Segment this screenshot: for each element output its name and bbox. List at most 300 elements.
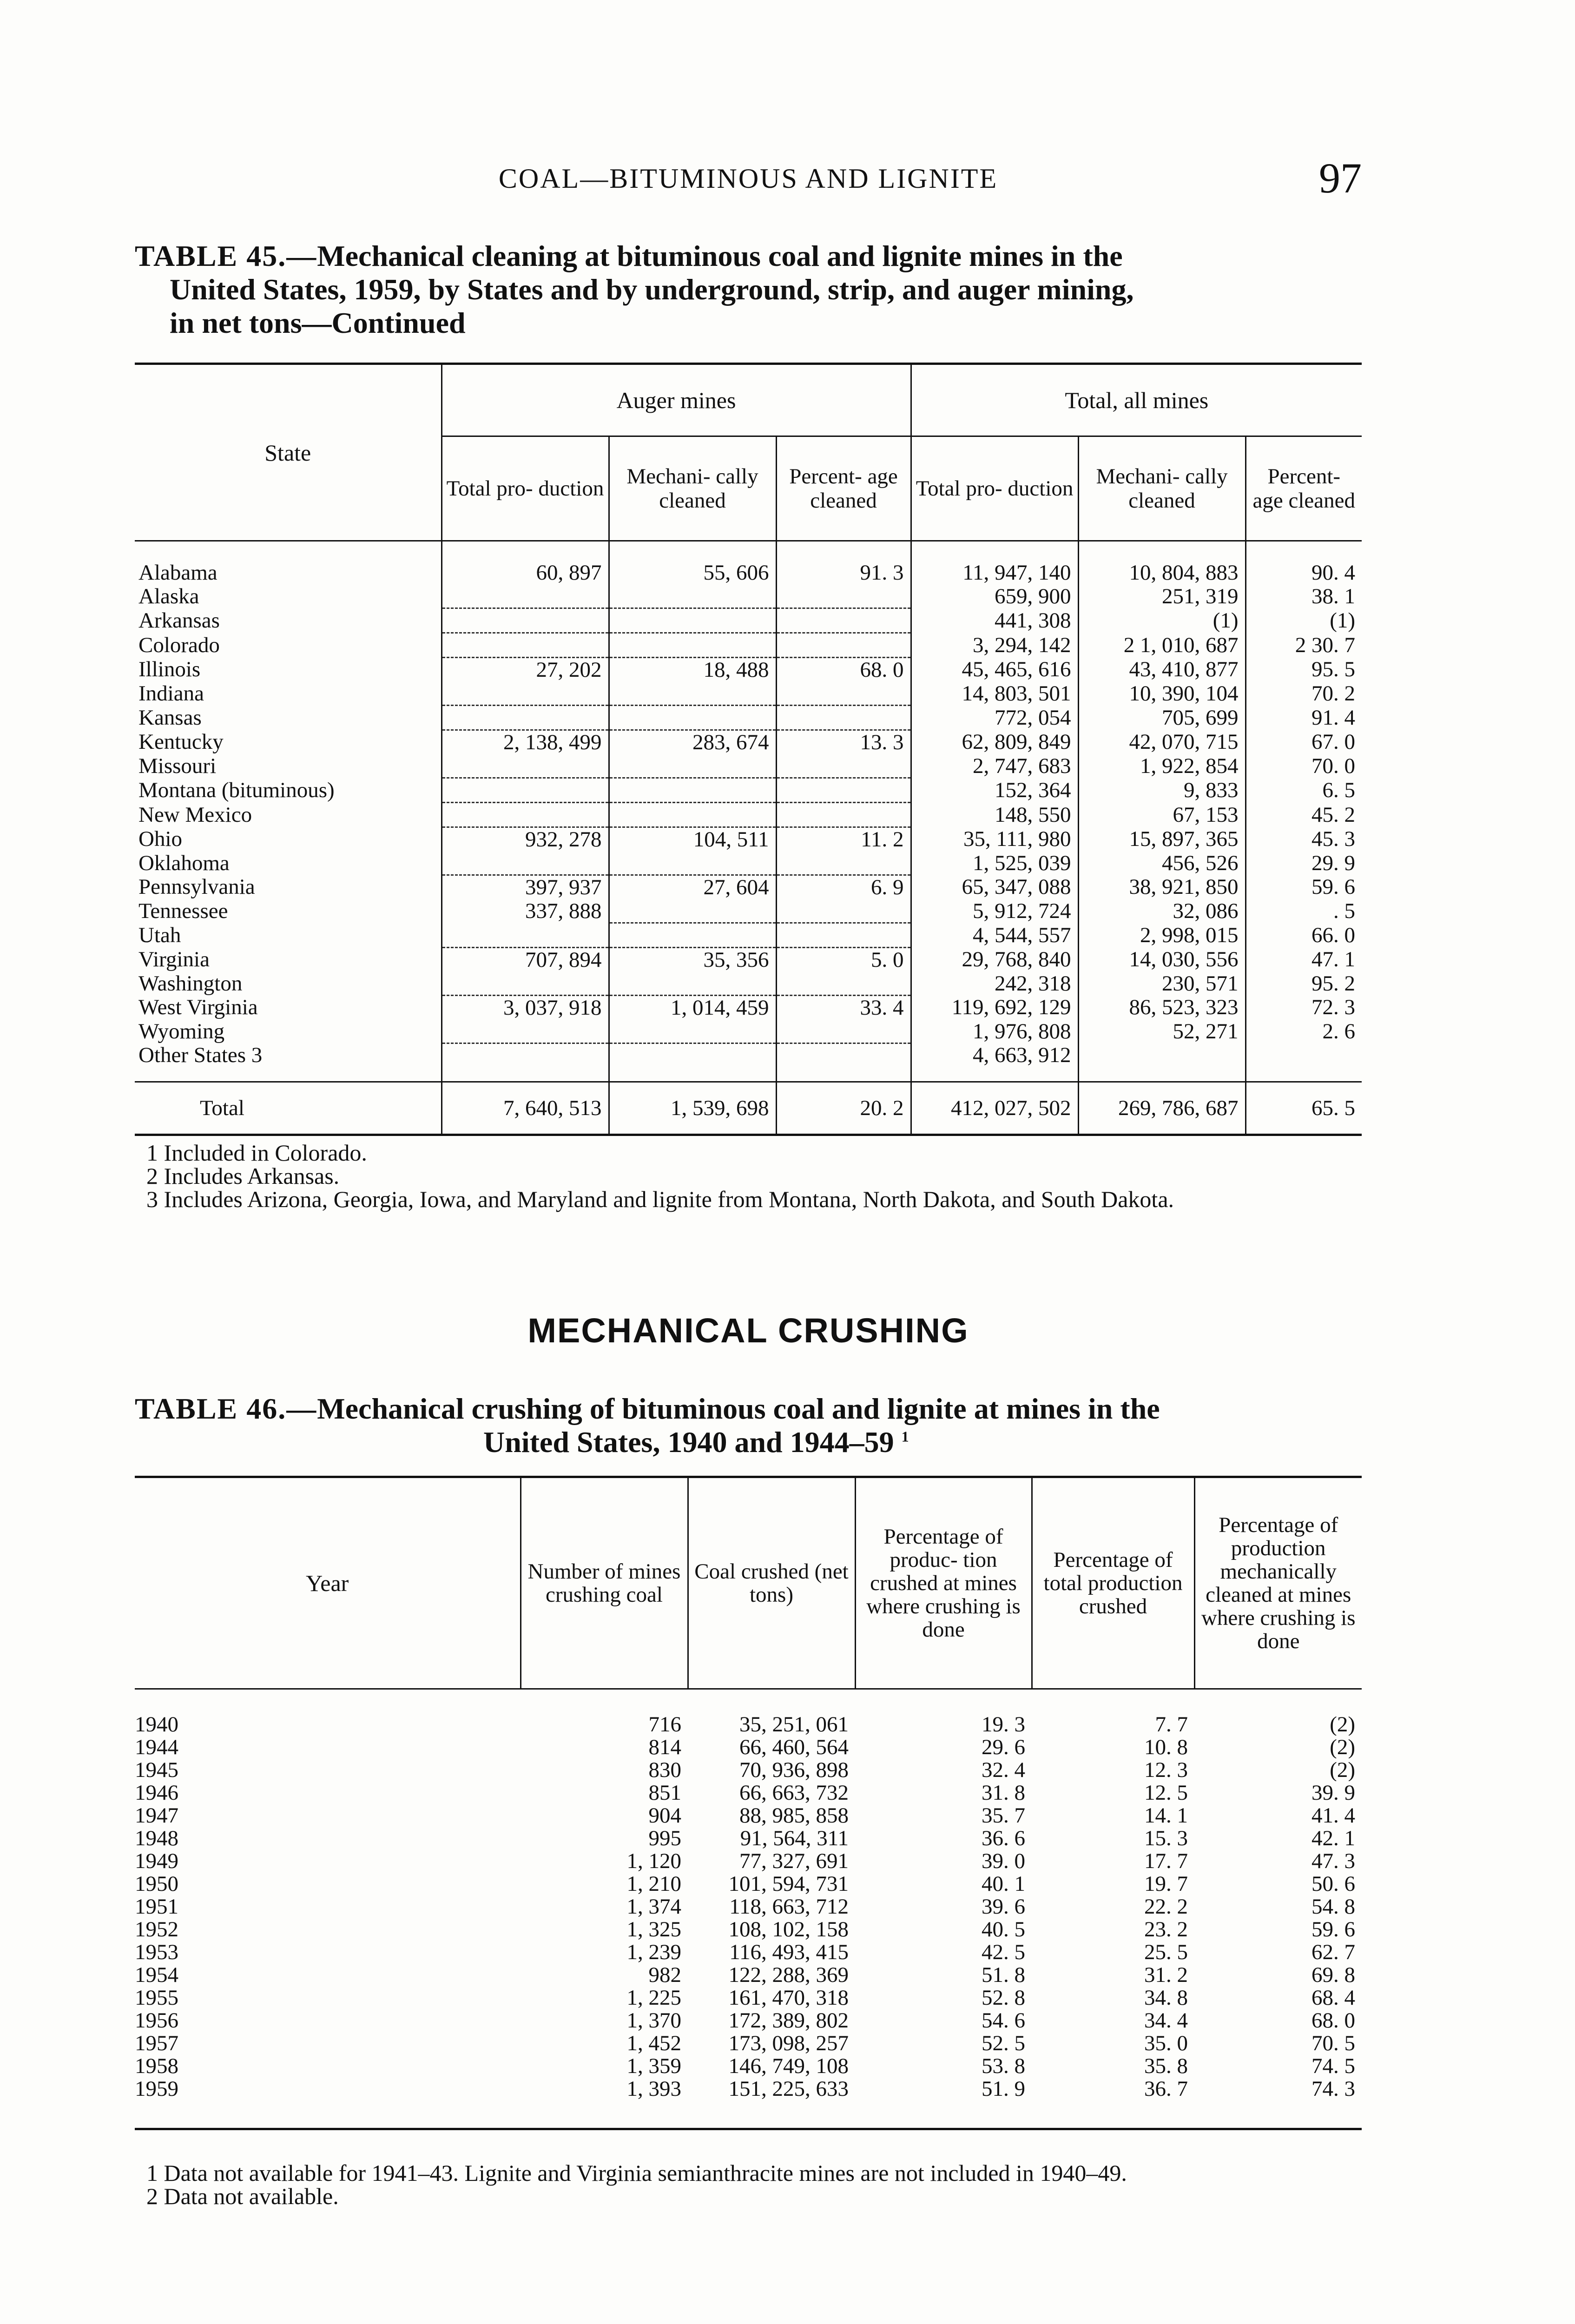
table-row [135, 851, 1362, 875]
mines-cell: 1, 359 [626, 2054, 681, 2077]
total-cleaned: 15, 897, 365 [1078, 827, 1246, 852]
total-cleaned: 2 1, 010, 687 [1078, 633, 1246, 658]
mines-cell: 1, 210 [626, 1872, 681, 1895]
page-number: 97 [1319, 154, 1362, 202]
pct-total-cell: 23. 2 [1144, 1918, 1188, 1941]
table-row [135, 1689, 1362, 1736]
total-cleaned: 43, 410, 877 [1078, 658, 1246, 682]
running-title: COAL—BITUMINOUS AND LIGNITE [498, 163, 998, 194]
total-percentage: 38. 1 [1246, 584, 1362, 608]
auger-cleaned [609, 851, 776, 875]
table-row [135, 1986, 1362, 2009]
auger-production [442, 1043, 609, 1082]
table-row [135, 2077, 1362, 2129]
table-row [135, 541, 1362, 585]
auger-production: 397, 937 [442, 875, 609, 899]
auger-production [442, 803, 609, 827]
table45-total-row [135, 1082, 1362, 1135]
crushed-cell: 88, 985, 858 [739, 1804, 849, 1827]
total-cleaned: 86, 523, 323 [1078, 996, 1246, 1020]
auger-cleaned: 18, 488 [609, 658, 776, 682]
auger-cleaned [609, 923, 776, 948]
auger-cleaned [609, 706, 776, 730]
state-name: Tennessee [138, 899, 228, 923]
total-all-production: 412, 027, 502 [911, 1082, 1078, 1135]
year-cell: 1945 [135, 1758, 178, 1781]
crushed-cell: 116, 493, 415 [729, 1941, 849, 1963]
year-cell: 1958 [135, 2054, 178, 2077]
total-cleaned: 38, 921, 850 [1078, 875, 1246, 899]
mines-cell: 904 [648, 1804, 681, 1827]
pct-cleaned-cell: 70. 5 [1311, 2032, 1355, 2054]
pct-mines-cell: 40. 1 [982, 1872, 1025, 1895]
table-row [135, 658, 1362, 682]
auger-percentage: 68. 0 [776, 658, 911, 682]
total-production: 1, 525, 039 [911, 851, 1078, 875]
auger-production [442, 923, 609, 948]
running-head [135, 153, 1362, 205]
crushed-cell: 77, 327, 691 [739, 1849, 849, 1872]
auger-production: 932, 278 [442, 827, 609, 852]
year-cell: 1951 [135, 1895, 178, 1918]
table-row [135, 754, 1362, 778]
auger-percentage: 91. 3 [776, 541, 911, 585]
auger-production: 337, 888 [442, 899, 609, 923]
total-percentage: 6. 5 [1246, 778, 1362, 803]
total-mechanically-cleaned-header: Mechani- cally cleaned [1078, 436, 1246, 541]
total-cleaned: (1) [1078, 608, 1246, 633]
auger-production [442, 584, 609, 608]
total-label: Total [135, 1082, 442, 1135]
mines-crushing-header: Number of mines crushing coal [521, 1477, 688, 1689]
state-name: Montana (bituminous) [138, 778, 335, 802]
table-row [135, 827, 1362, 852]
crushed-cell: 70, 936, 898 [739, 1758, 849, 1781]
pct-mines-cell: 52. 8 [982, 1986, 1025, 2009]
year-cell: 1955 [135, 1986, 178, 2009]
auger-percentage-cleaned-header: Percent- age cleaned [776, 436, 911, 541]
total-production: 152, 364 [911, 778, 1078, 803]
auger-cleaned [609, 633, 776, 658]
auger-percentage [776, 851, 911, 875]
table46-caption-line1: Mechanical crushing of bituminous coal and lignite at mines in the [317, 1392, 1160, 1425]
mines-cell: 995 [648, 1827, 681, 1849]
auger-cleaned [609, 681, 776, 706]
pct-mines-cell: 54. 6 [982, 2009, 1025, 2032]
auger-mines-header: Auger mines [442, 364, 911, 436]
pct-total-cell: 34. 4 [1144, 2009, 1188, 2032]
table-row [135, 899, 1362, 923]
auger-cleaned [609, 803, 776, 827]
state-name: Alaska [138, 584, 199, 608]
auger-percentage [776, 1043, 911, 1082]
total-production: 119, 692, 129 [911, 996, 1078, 1020]
auger-percentage: 13. 3 [776, 730, 911, 754]
table-row [135, 730, 1362, 754]
auger-percentage [776, 803, 911, 827]
pct-total-cell: 7. 7 [1155, 1712, 1188, 1736]
auger-cleaned [609, 608, 776, 633]
state-name: Utah [138, 923, 181, 947]
pct-cleaned-cell: (2) [1330, 1736, 1355, 1758]
table-row [135, 608, 1362, 633]
pct-mines-cell: 29. 6 [982, 1736, 1025, 1758]
state-name: New Mexico [138, 803, 252, 827]
table45-label: TABLE 45.— [135, 239, 317, 272]
pct-total-cell: 14. 1 [1144, 1804, 1188, 1827]
table-row [135, 778, 1362, 803]
total-production: 772, 054 [911, 706, 1078, 730]
footnote: 3 Includes Arizona, Georgia, Iowa, and Maryland and lignite from Montana, North Dakota, and South Dakota. [146, 1186, 1174, 1212]
pct-total-cell: 31. 2 [1144, 1963, 1188, 1986]
total-percentage-cleaned-header: Percent- age cleaned [1246, 436, 1362, 541]
total-percentage: 2 30. 7 [1246, 633, 1362, 658]
total-cleaned: 14, 030, 556 [1078, 948, 1246, 972]
total-production: 11, 947, 140 [911, 541, 1078, 585]
total-percentage: 2. 6 [1246, 1019, 1362, 1043]
mines-cell: 830 [648, 1758, 681, 1781]
total-production: 14, 803, 501 [911, 681, 1078, 706]
pct-cleaned-cell: 69. 8 [1311, 1963, 1355, 1986]
crushed-cell: 118, 663, 712 [729, 1895, 849, 1918]
section-heading: MECHANICAL CRUSHING [527, 1311, 969, 1350]
table45-caption-line2: United States, 1959, by States and by underground, strip, and auger mining, [170, 273, 1134, 306]
table46-body [135, 1689, 1362, 2129]
pct-total-cell: 12. 3 [1144, 1758, 1188, 1781]
total-percentage: 66. 0 [1246, 923, 1362, 948]
pct-cleaned-cell: 54. 8 [1311, 1895, 1355, 1918]
auger-percentage [776, 706, 911, 730]
auger-percentage [776, 584, 911, 608]
auger-production [442, 1019, 609, 1043]
total-production: 1, 976, 808 [911, 1019, 1078, 1043]
year-cell: 1946 [135, 1781, 178, 1804]
table-row [135, 1758, 1362, 1781]
auger-cleaned: 55, 606 [609, 541, 776, 585]
total-percentage: 72. 3 [1246, 996, 1362, 1020]
pct-cleaned-cell: 68. 4 [1311, 1986, 1355, 2009]
auger-cleaned [609, 1019, 776, 1043]
state-name: West Virginia [138, 995, 258, 1019]
pct-cleaned-cell: 42. 1 [1311, 1827, 1355, 1849]
total-cleaned: 705, 699 [1078, 706, 1246, 730]
auger-production [442, 633, 609, 658]
total-cleaned: 230, 571 [1078, 971, 1246, 996]
crushed-cell: 172, 389, 802 [728, 2009, 849, 2032]
auger-percentage [776, 1019, 911, 1043]
total-percentage [1246, 1043, 1362, 1082]
auger-percentage [776, 633, 911, 658]
auger-percentage [776, 778, 911, 803]
year-cell: 1959 [135, 2077, 178, 2101]
state-name: Pennsylvania [138, 875, 255, 899]
auger-percentage [776, 754, 911, 778]
mines-cell: 1, 374 [626, 1895, 681, 1918]
auger-percentage [776, 608, 911, 633]
total-cleaned: 456, 526 [1078, 851, 1246, 875]
pct-total-cell: 15. 3 [1144, 1827, 1188, 1849]
state-name: Alabama [138, 561, 217, 584]
mines-cell: 1, 225 [626, 1986, 681, 2009]
total-cleaned: 67, 153 [1078, 803, 1246, 827]
footnote: 1 Data not available for 1941–43. Lignite and Virginia semianthracite mines are not included in 1940–49. [146, 2160, 1127, 2186]
total-cleaned: 42, 070, 715 [1078, 730, 1246, 754]
total-percentage: 91. 4 [1246, 706, 1362, 730]
pct-cleaned-cell: 62. 7 [1311, 1941, 1355, 1963]
mines-cell: 982 [648, 1963, 681, 1986]
year-cell: 1949 [135, 1849, 178, 1872]
footnote: 2 Data not available. [146, 2183, 339, 2209]
table-row [135, 1895, 1362, 1918]
total-production: 45, 465, 616 [911, 658, 1078, 682]
auger-production [442, 706, 609, 730]
table-row [135, 1781, 1362, 1804]
table-row [135, 1043, 1362, 1082]
pct-total-cell: 10. 8 [1144, 1736, 1188, 1758]
auger-production [442, 754, 609, 778]
total-cleaned [1078, 1043, 1246, 1082]
total-percentage: 47. 1 [1246, 948, 1362, 972]
pct-total-cell: 12. 5 [1144, 1781, 1188, 1804]
pct-total-cell: 22. 2 [1144, 1895, 1188, 1918]
state-name: Virginia [138, 947, 210, 971]
crushed-cell: 108, 102, 158 [728, 1918, 849, 1941]
pct-total-crushed-header: Percentage of total production crushed [1032, 1477, 1194, 1689]
pct-cleaned-header: Percentage of production mechanically cleaned at mines where crushing is done [1194, 1477, 1362, 1689]
total-production: 148, 550 [911, 803, 1078, 827]
pct-mines-cell: 39. 0 [982, 1849, 1025, 1872]
total-percentage: 95. 2 [1246, 971, 1362, 996]
coal-crushed-header: Coal crushed (net tons) [688, 1477, 855, 1689]
total-percentage: 70. 0 [1246, 754, 1362, 778]
pct-mines-cell: 51. 9 [982, 2077, 1025, 2101]
auger-cleaned [609, 1043, 776, 1082]
table45-caption-line3: in net tons—Continued [170, 306, 466, 339]
mines-cell: 851 [648, 1781, 681, 1804]
total-cleaned: 10, 390, 104 [1078, 681, 1246, 706]
state-name: Ohio [138, 827, 182, 851]
total-production: 2, 747, 683 [911, 754, 1078, 778]
total-auger-cleaned: 1, 539, 698 [609, 1082, 776, 1135]
state-name: Oklahoma [138, 851, 230, 875]
pct-mines-cell: 32. 4 [982, 1758, 1025, 1781]
crushed-cell: 161, 470, 318 [728, 1986, 849, 2009]
crushed-cell: 66, 460, 564 [739, 1736, 849, 1758]
auger-cleaned [609, 584, 776, 608]
pct-cleaned-cell: (2) [1330, 1712, 1355, 1736]
table46-footnotes [135, 2161, 1362, 2208]
auger-cleaned [609, 778, 776, 803]
total-production: 35, 111, 980 [911, 827, 1078, 852]
pct-total-cell: 36. 7 [1144, 2077, 1188, 2101]
table-row [135, 1736, 1362, 1758]
year-header: Year [135, 1477, 521, 1689]
year-cell: 1957 [135, 2032, 178, 2054]
pct-cleaned-cell: 59. 6 [1311, 1918, 1355, 1941]
table45-caption-line1: Mechanical cleaning at bituminous coal and lignite mines in the [317, 239, 1123, 272]
total-auger-percentage: 20. 2 [776, 1082, 911, 1135]
auger-production [442, 851, 609, 875]
table46 [135, 1476, 1362, 2130]
year-cell: 1944 [135, 1736, 178, 1758]
table46-caption-line2: United States, 1940 and 1944–59 [483, 1426, 894, 1459]
total-production: 4, 663, 912 [911, 1043, 1078, 1082]
auger-production [442, 608, 609, 633]
pct-cleaned-cell: (2) [1330, 1758, 1355, 1781]
mines-cell: 1, 120 [626, 1849, 681, 1872]
auger-cleaned: 283, 674 [609, 730, 776, 754]
footnote: 1 Included in Colorado. [146, 1140, 367, 1166]
state-name: Wyoming [138, 1019, 225, 1043]
pct-cleaned-cell: 47. 3 [1311, 1849, 1355, 1872]
table-row [135, 2009, 1362, 2032]
total-percentage: 70. 2 [1246, 681, 1362, 706]
state-name: Kansas [138, 706, 202, 730]
total-production: 62, 809, 849 [911, 730, 1078, 754]
pct-crushed-at-mines-header: Percentage of produc- tion crushed at mines where crushing is done [855, 1477, 1032, 1689]
year-cell: 1952 [135, 1918, 178, 1941]
crushed-cell: 101, 594, 731 [728, 1872, 849, 1895]
pct-cleaned-cell: 39. 9 [1311, 1781, 1355, 1804]
year-cell: 1947 [135, 1804, 178, 1827]
auger-mechanically-cleaned-header: Mechani- cally cleaned [609, 436, 776, 541]
crushed-cell: 91, 564, 311 [740, 1827, 849, 1849]
table-row [135, 706, 1362, 730]
mines-cell: 716 [648, 1712, 681, 1736]
auger-cleaned [609, 971, 776, 996]
crushed-cell: 35, 251, 061 [739, 1712, 849, 1736]
pct-mines-cell: 40. 5 [982, 1918, 1025, 1941]
auger-cleaned: 35, 356 [609, 948, 776, 972]
state-name: Indiana [138, 681, 204, 706]
auger-cleaned: 1, 014, 459 [609, 996, 776, 1020]
crushed-cell: 151, 225, 633 [728, 2077, 849, 2101]
pct-cleaned-cell: 41. 4 [1311, 1804, 1355, 1827]
crushed-cell: 173, 098, 257 [728, 2032, 849, 2054]
total-percentage: 29. 9 [1246, 851, 1362, 875]
total-all-percentage: 65. 5 [1246, 1082, 1362, 1135]
auger-production: 60, 897 [442, 541, 609, 585]
total-percentage: . 5 [1246, 899, 1362, 923]
pct-mines-cell: 36. 6 [982, 1827, 1025, 1849]
total-cleaned: 9, 833 [1078, 778, 1246, 803]
auger-production: 2, 138, 499 [442, 730, 609, 754]
footnote: 2 Includes Arkansas. [146, 1163, 340, 1189]
table45-footnotes [135, 1141, 1362, 1211]
total-percentage: 45. 2 [1246, 803, 1362, 827]
pct-cleaned-cell: 74. 5 [1311, 2054, 1355, 2077]
total-cleaned: 251, 319 [1078, 584, 1246, 608]
total-production: 659, 900 [911, 584, 1078, 608]
table-row [135, 1963, 1362, 1986]
table45-caption [135, 239, 1362, 340]
total-production: 65, 347, 088 [911, 875, 1078, 899]
crushed-cell: 146, 749, 108 [728, 2054, 849, 2077]
table-row [135, 875, 1362, 899]
total-cleaned: 1, 922, 854 [1078, 754, 1246, 778]
state-name: Missouri [138, 754, 217, 778]
pct-cleaned-cell: 68. 0 [1311, 2009, 1355, 2032]
table-row [135, 1019, 1362, 1043]
state-name: Colorado [138, 633, 220, 657]
table-row [135, 996, 1362, 1020]
pct-total-cell: 35. 0 [1144, 2032, 1188, 2054]
total-cleaned: 10, 804, 883 [1078, 541, 1246, 585]
table-row [135, 1941, 1362, 1963]
total-cleaned: 2, 998, 015 [1078, 923, 1246, 948]
state-name: Kentucky [138, 730, 224, 754]
table-row [135, 803, 1362, 827]
state-name: Washington [138, 971, 243, 996]
total-all-cleaned: 269, 786, 687 [1078, 1082, 1246, 1135]
pct-total-cell: 35. 8 [1144, 2054, 1188, 2077]
table-row [135, 1849, 1362, 1872]
total-total-production-header: Total pro- duction [911, 436, 1078, 541]
mines-cell: 1, 393 [626, 2077, 681, 2101]
auger-cleaned: 27, 604 [609, 875, 776, 899]
table45 [135, 363, 1362, 1136]
total-all-mines-header: Total, all mines [911, 364, 1362, 436]
total-auger-production: 7, 640, 513 [442, 1082, 609, 1135]
table46-caption [135, 1392, 1362, 1459]
pct-mines-cell: 51. 8 [982, 1963, 1025, 1986]
total-production: 29, 768, 840 [911, 948, 1078, 972]
table-row [135, 948, 1362, 972]
auger-cleaned [609, 754, 776, 778]
pct-mines-cell: 52. 5 [982, 2032, 1025, 2054]
auger-cleaned: 104, 511 [609, 827, 776, 852]
total-cleaned: 32, 086 [1078, 899, 1246, 923]
mines-cell: 1, 370 [626, 2009, 681, 2032]
pct-cleaned-cell: 50. 6 [1311, 1872, 1355, 1895]
mines-cell: 1, 239 [626, 1941, 681, 1963]
auger-production: 27, 202 [442, 658, 609, 682]
state-name: Illinois [138, 657, 201, 681]
pct-mines-cell: 53. 8 [982, 2054, 1025, 2077]
table-row [135, 1827, 1362, 1849]
table-row [135, 2032, 1362, 2054]
auger-percentage [776, 681, 911, 706]
total-production: 3, 294, 142 [911, 633, 1078, 658]
pct-mines-cell: 39. 6 [982, 1895, 1025, 1918]
crushed-cell: 122, 288, 369 [728, 1963, 849, 1986]
total-percentage: (1) [1246, 608, 1362, 633]
auger-percentage: 5. 0 [776, 948, 911, 972]
table-row [135, 971, 1362, 996]
table46-label: TABLE 46.— [135, 1392, 317, 1425]
total-percentage: 45. 3 [1246, 827, 1362, 852]
table45-body [135, 541, 1362, 1082]
mines-cell: 1, 325 [626, 1918, 681, 1941]
table-row [135, 681, 1362, 706]
pct-total-cell: 25. 5 [1144, 1941, 1188, 1963]
mines-cell: 814 [648, 1736, 681, 1758]
auger-cleaned [609, 899, 776, 923]
pct-mines-cell: 35. 7 [982, 1804, 1025, 1827]
auger-percentage [776, 923, 911, 948]
total-production: 4, 544, 557 [911, 923, 1078, 948]
auger-production [442, 971, 609, 996]
pct-mines-cell: 31. 8 [982, 1781, 1025, 1804]
year-cell: 1954 [135, 1963, 178, 1986]
crushed-cell: 66, 663, 732 [739, 1781, 849, 1804]
table-row [135, 1918, 1362, 1941]
total-percentage: 90. 4 [1246, 541, 1362, 585]
pct-total-cell: 17. 7 [1144, 1849, 1188, 1872]
year-cell: 1953 [135, 1941, 178, 1963]
auger-percentage [776, 899, 911, 923]
total-percentage: 59. 6 [1246, 875, 1362, 899]
